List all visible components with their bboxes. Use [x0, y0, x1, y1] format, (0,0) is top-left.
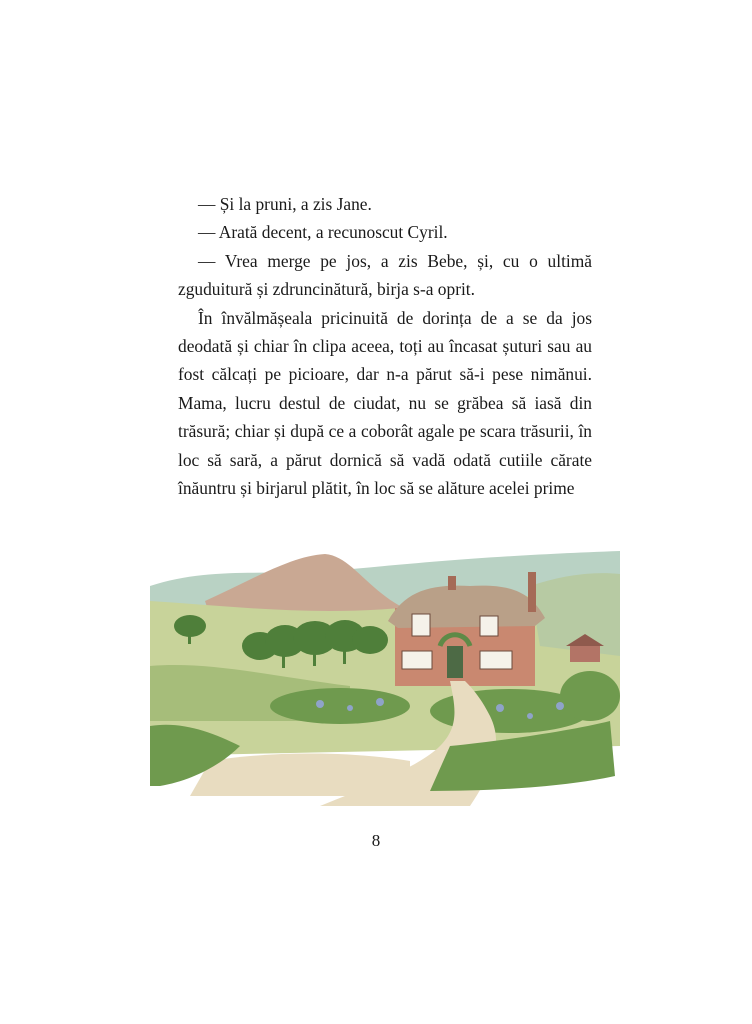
paragraph: — Vrea merge pe jos, a zis Bebe, și, cu o ultimă zguduitură și zdruncinătură, birja s-a oprit. [178, 250, 592, 300]
page-text [178, 190, 592, 502]
page-number: 8 [371, 831, 381, 850]
cottage-illustration [150, 546, 620, 806]
paragraph: În învălmășeala pricinuită de dorința de a se da jos deodată și chiar în clipa aceea, toți au încasat șuturi sau au fost călcați pe picioare, dar n-a părut să-i pese nimănui. Mama, lucru destul de ciudat, nu se grăbea să iasă din trăsură; chiar și după ce a coborât agale pe scara trăsurii, în loc să sară, a părut dornică să vadă odată cutiile cărate înăuntru și birjarul plătit, în loc să se alăture acelei prime [178, 307, 592, 499]
paragraph: — Arată decent, a recunoscut Cyril. [198, 222, 448, 243]
paragraph: — Și la pruni, a zis Jane. [198, 194, 372, 214]
barn [570, 644, 600, 662]
